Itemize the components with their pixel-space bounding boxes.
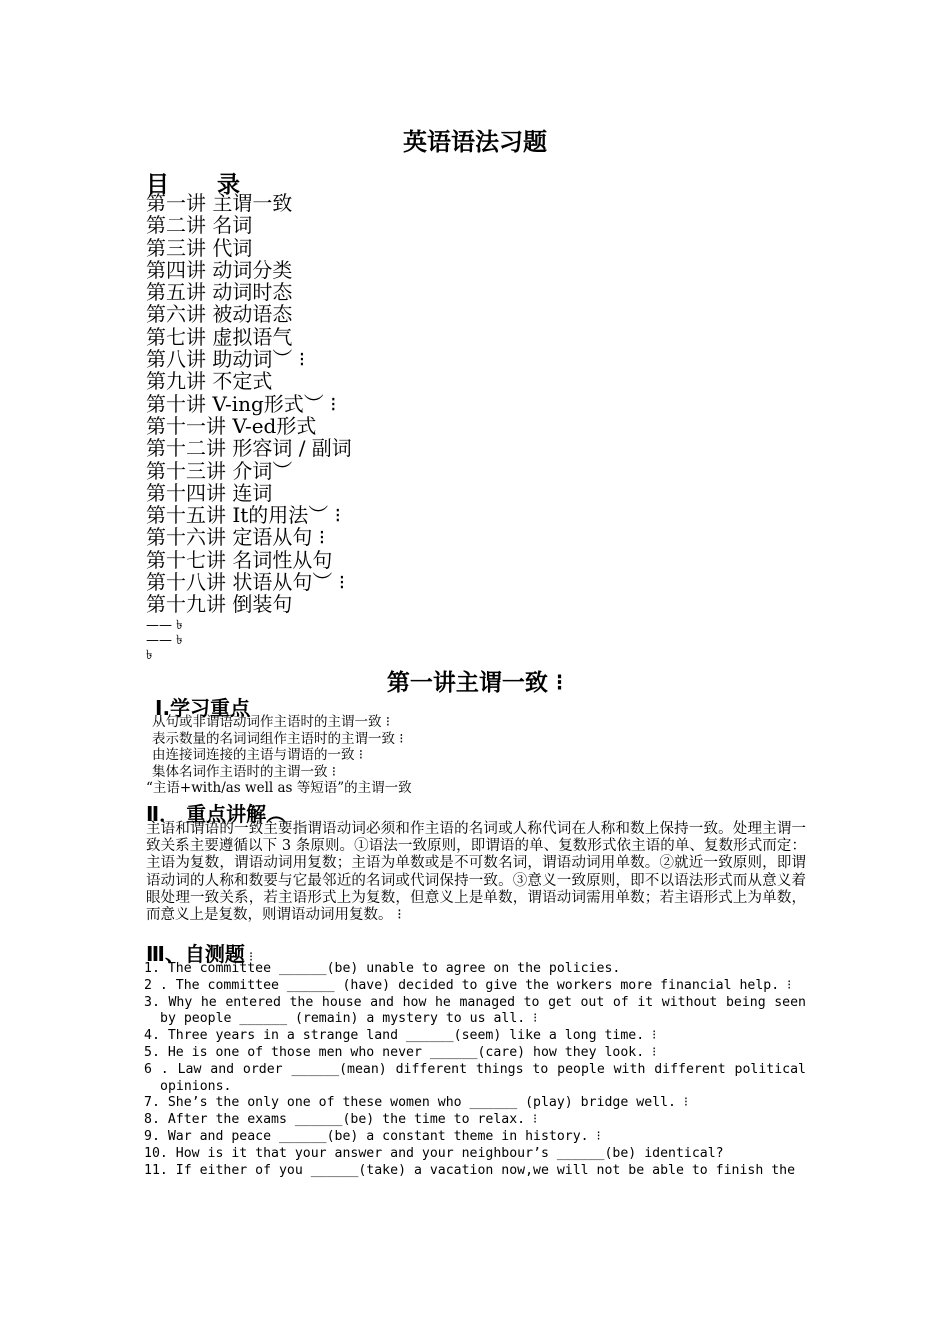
toc-item: 第十一讲 V-ed形式 [146,413,317,438]
key-point: 由连接词连接的主语与谓语的一致 ⁝ [152,747,364,764]
toc-item: 第二讲 名词 [146,213,253,238]
toc-item: 第九讲 不定式 [146,369,273,394]
question-item: 8. After the exams ______(be) the time to relax. ⁝ [144,1112,538,1128]
question-item: 10. How is it that your answer and your neighbour’s ______(be) identical? [144,1145,724,1161]
key-point: “主语+with/as well as 等短语”的主谓一致 [146,780,412,797]
key-point: 从句或非谓语动词作主语时的主谓一致 ⁝ [152,714,391,730]
self-test-heading-text: Ⅲ、自测题 [146,942,245,966]
section-heading-key-points: Ⅰ.学习重点 [155,696,251,720]
toc-item: 第十八讲 状语从句︶ ⁝ [146,570,346,595]
section-heading-explanation: Ⅱ． 重点讲解︵ [146,802,287,826]
key-point: 表示数量的名词词组作主语时的主谓一致 ⁝ [152,730,404,747]
question-item: 6 . Law and order ______(mean) different things to people with different political opinions. [144,1061,806,1094]
question-item: 7. She’s the only one of these women who ______ (play) bridge well. ⁝ [144,1095,689,1111]
toc-item: 第十六讲 定语从句 ⁝ [146,525,326,550]
decorative-mark: ৳ [146,648,153,663]
decorative-mark: —— ৳ [146,618,183,633]
toc-item: 第十三讲 介词︶ [146,458,293,483]
question-item: 1. The committee ______(be) unable to agree on the policies. [144,961,621,976]
toc-item: 第十二讲 形容词 / 副词 [146,436,352,461]
toc-item: 第五讲 动词时态 [146,280,293,305]
question-item: 3. Why he entered the house and how he managed to get out of it without being seen by people ______ (remain) a mystery to us all. ⁝ [144,994,806,1027]
toc-item: 第十七讲 名词性从句 [146,547,333,572]
question-item: 9. War and peace ______(be) a constant theme in history. ⁝ [144,1128,601,1144]
toc-item: 第十四讲 连词 [146,480,273,505]
question-item: 4. Three years in a strange land ______(seem) like a long time. ⁝ [144,1028,657,1044]
lecture-title: 第一讲主谓一致 ⁝ [386,669,564,696]
self-test-heading-mark: ⁝ [244,950,254,965]
explanation-paragraph: 主语和谓语的一致主要指谓语动词必须和作主语的名词或人称代词在人称和数上保持一致。处理主谓一致关系主要遵循以下 3 条原则。①语法一致原则，即谓语的单、复数形式依主语的单、复数形式而定：主语为复数，谓语动词用复数；主语为单数或是不可数名词，谓语动词用单数。②就近一致原则，即谓语动词的人称和数要与它最邻近的名词或代词保持一致。③意义一致原则，即不以语法形式而从意义着眼处理一致关系，若主语形式上为复数，但意义上是单数，谓语动词需用单数；若主语形式上为单数，而意义上是复数，则谓语动词用复数。 ⁝ [146,821,806,924]
toc-item: 第六讲 被动语态 [146,302,293,327]
toc-item: 第十讲 V-ing形式︶ ⁝ [146,391,337,416]
document-title: 英语语法习题 [403,127,547,156]
toc-heading: 目 录 [146,171,261,198]
toc-item: 第一讲 主谓一致 [146,191,293,215]
toc-item: 第三讲 代词 [146,235,253,260]
table-of-contents [146,192,352,616]
toc-item: 第十五讲 It的用法︶ ⁝ [146,503,342,528]
self-test-questions [144,961,806,1179]
decorative-mark: —— ৳ [146,633,183,648]
key-points-list [146,714,412,797]
question-item: 11. If either of you ______(take) a vacation now,we will not be able to finish the [144,1162,796,1178]
question-item: 2 . The committee ______ (have) decided to give the workers more financial help. ⁝ [144,977,792,993]
toc-item: 第七讲 虚拟语气 [146,324,293,349]
key-point: 集体名词作主语时的主谓一致 ⁝ [152,763,337,780]
toc-item: 第八讲 助动词︶ ⁝ [146,347,306,372]
toc-item: 第四讲 动词分类 [146,257,293,282]
decorative-marks [146,618,183,663]
toc-item: 第十九讲 倒装句 [146,592,293,617]
question-item: 5. He is one of those men who never ______(care) how they look. ⁝ [144,1044,657,1060]
